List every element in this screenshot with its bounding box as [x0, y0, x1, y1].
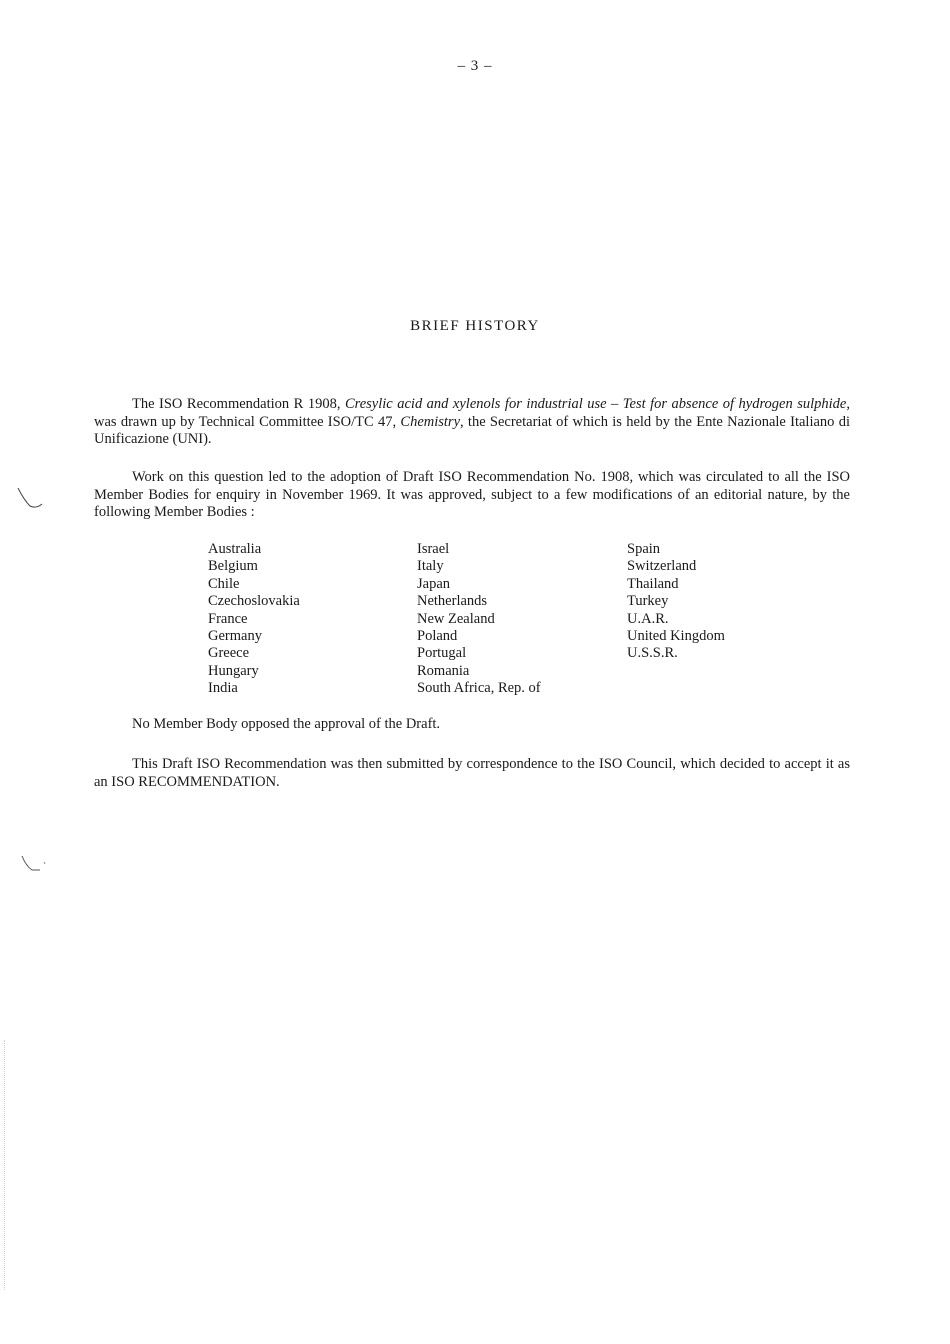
member-body-item: Germany	[208, 628, 262, 645]
p1-text-e: , the Secretariat of which is held by the Ente Nazionale Italiano di Unificazione (UNI).	[94, 413, 850, 447]
p1-text-a: The ISO Recommendation R 1908,	[132, 396, 345, 412]
member-body-item: France	[208, 610, 248, 627]
member-body-item: United Kingdom	[627, 628, 725, 645]
member-body-item: Italy	[417, 558, 444, 575]
member-body-item: Japan	[417, 575, 451, 592]
p2-text: Work on this question led to the adoption of Draft ISO Recommendation No. 1908, which was circulated to all the ISO Member Bodies for enquiry in November 1969. It was approved, subject to a few modifications of an editorial nature, by the following Member Bodies :	[94, 469, 850, 520]
p4-text: This Draft ISO Recommendation was then submitted by correspondence to the ISO Council, which decided to accept it as an ISO RECOMMENDATION.	[94, 756, 850, 790]
paragraph-history-intro	[94, 396, 850, 449]
p1-committee-italic: Chemistry	[400, 413, 461, 430]
member-body-item: Israel	[417, 541, 450, 557]
member-body-item: Australia	[208, 541, 262, 557]
member-body-item: New Zealand	[417, 610, 495, 627]
paragraph-council-acceptance	[94, 756, 850, 791]
p1-text-c: , was drawn up by Technical Committee ISO/TC 47,	[94, 396, 850, 430]
member-body-item: South Africa, Rep. of	[417, 680, 541, 697]
p3-text: No Member Body opposed the approval of the Draft.	[132, 716, 441, 732]
member-body-item: Thailand	[627, 575, 679, 592]
member-bodies-column-2	[417, 541, 541, 698]
member-body-item: Chile	[208, 575, 240, 592]
scan-edge-dots	[4, 1040, 6, 1290]
member-body-item: Hungary	[208, 662, 259, 679]
member-body-item: Portugal	[417, 645, 467, 662]
paragraph-no-opposition	[94, 716, 850, 734]
member-body-item: India	[208, 680, 238, 697]
page-number: – 3 –	[457, 58, 493, 74]
section-heading: BRIEF HISTORY	[410, 318, 540, 334]
member-body-item: Greece	[208, 645, 250, 662]
member-body-item: Switzerland	[627, 558, 697, 575]
member-body-item: Netherlands	[417, 593, 488, 610]
member-body-item: Czechoslovakia	[208, 593, 300, 610]
paragraph-adoption	[94, 469, 850, 522]
member-body-item: U.S.S.R.	[627, 645, 678, 662]
member-body-item: U.A.R.	[627, 610, 669, 627]
member-body-item: Spain	[627, 541, 661, 557]
scan-mark-bottom	[20, 854, 48, 876]
member-body-item: Poland	[417, 628, 458, 645]
member-body-item: Turkey	[627, 593, 669, 610]
member-bodies-column-3	[627, 541, 725, 663]
scan-mark-top	[16, 486, 44, 512]
p1-title-italic: Cresylic acid and xylenols for industrial use – Test for absence of hydrogen sulphide	[344, 396, 847, 412]
member-bodies-column-1	[208, 541, 300, 698]
member-body-item: Romania	[417, 662, 470, 679]
member-body-item: Belgium	[208, 558, 258, 575]
